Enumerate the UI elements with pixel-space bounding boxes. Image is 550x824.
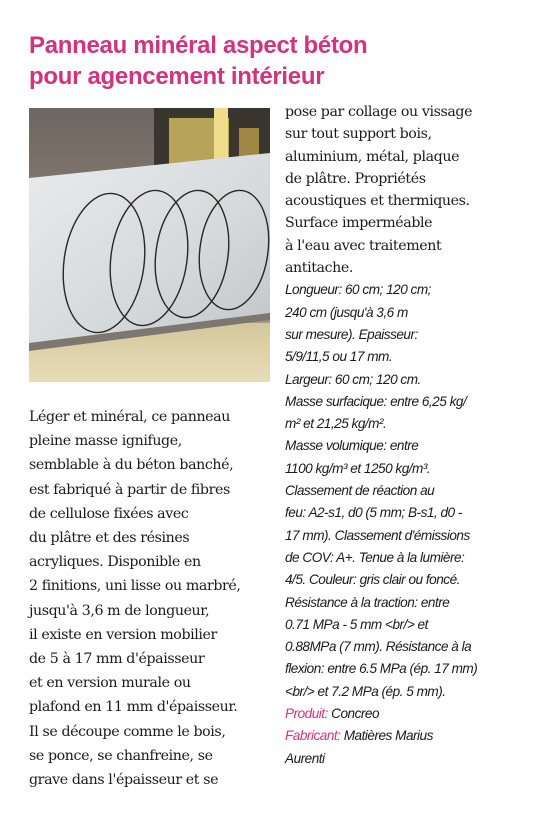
spec-line: 4/5. Couleur: gris clair ou foncé. xyxy=(285,572,460,588)
body-line: il existe en version mobilier xyxy=(29,626,217,643)
produit-label: Produit: xyxy=(285,706,328,722)
fabricant-continued: Aurenti xyxy=(285,750,325,766)
body-line: du plâtre et des résines xyxy=(29,530,190,547)
article-title xyxy=(29,30,529,92)
fabricant-label: Fabricant: xyxy=(285,728,341,744)
body-line: acoustiques et thermiques. xyxy=(285,193,470,210)
fabricant-line xyxy=(285,725,530,747)
body-line: Léger et minéral, ce panneau xyxy=(29,409,230,425)
body-line: semblable à du béton banché, xyxy=(29,457,234,474)
body-line: grave dans l'épaisseur et se xyxy=(29,772,219,789)
spec-line: Résistance à la traction: entre xyxy=(285,594,450,610)
produit-line xyxy=(285,703,530,725)
body-line: pleine masse ignifuge, xyxy=(29,433,182,450)
fabricant-value: Matières Marius xyxy=(340,728,433,744)
spec-line: de COV: A+. Tenue à la lumière: xyxy=(285,549,465,565)
spec-line: 0.71 MPa - 5 mm <br/> et xyxy=(285,616,428,632)
spec-line: 17 mm). Classement d'émissions xyxy=(285,527,470,543)
body-line: de plâtre. Propriétés xyxy=(285,170,426,187)
spec-line: Classement de réaction au xyxy=(285,483,435,499)
body-line: plafond en 11 mm d'épaisseur. xyxy=(29,699,238,716)
body-line: sur tout support bois, xyxy=(285,126,432,143)
body-line: Surface imperméable xyxy=(285,215,433,232)
spec-line: Masse volumique: entre xyxy=(285,438,419,454)
body-line: de cellulose fixées avec xyxy=(29,505,189,522)
body-line: est fabriqué à partir de fibres xyxy=(29,481,230,498)
spec-line: 0.88MPa (7 mm). Résistance à la xyxy=(285,639,472,655)
spec-line: m² et 21,25 kg/m². xyxy=(285,416,387,432)
spec-line: 1100 kg/m³ et 1250 kg/m³. xyxy=(285,460,431,476)
body-line: pose par collage ou vissage xyxy=(285,104,473,120)
product-photo xyxy=(29,108,270,382)
spec-line: Longueur: 60 cm; 120 cm; xyxy=(285,282,431,298)
spec-line: feu: A2-s1, d0 (5 mm; B-s1, d0 - xyxy=(285,505,462,521)
specifications xyxy=(285,279,530,703)
body-line: se ponce, se chanfreine, se xyxy=(29,747,213,764)
body-line: acryliques. Disponible en xyxy=(29,554,201,571)
spec-line: <br/> et 7.2 MPa (ép. 5 mm). xyxy=(285,683,446,699)
body-line: Il se découpe comme le bois, xyxy=(29,723,226,740)
body-line: et en version murale ou xyxy=(29,675,191,692)
description-left xyxy=(29,405,274,792)
spec-line: flexion: entre 6.5 MPa (ép. 17 mm) xyxy=(285,661,478,677)
body-line: 2 finitions, uni lisse ou marbré, xyxy=(29,578,241,595)
spec-line: Largeur: 60 cm; 120 cm. xyxy=(285,371,421,387)
spec-line: 240 cm (jusqu'à 3,6 m xyxy=(285,304,408,320)
produit-value: Concreo xyxy=(327,706,380,722)
title-line: pour agencement intérieur xyxy=(29,63,325,90)
description-right xyxy=(285,101,530,770)
body-line: antitache. xyxy=(285,260,353,277)
body-line: à l'eau avec traitement xyxy=(285,237,442,254)
spec-line: Masse surfacique: entre 6,25 kg/ xyxy=(285,393,467,409)
title-line: Panneau minéral aspect béton xyxy=(29,32,368,59)
spec-line: sur mesure). Epaisseur: xyxy=(285,326,418,342)
body-line: de 5 à 17 mm d'épaisseur xyxy=(29,651,205,668)
body-line: aluminium, métal, plaque xyxy=(285,148,460,165)
spec-line: 5/9/11,5 ou 17 mm. xyxy=(285,349,393,365)
body-line: jusqu'à 3,6 m de longueur, xyxy=(29,602,210,619)
